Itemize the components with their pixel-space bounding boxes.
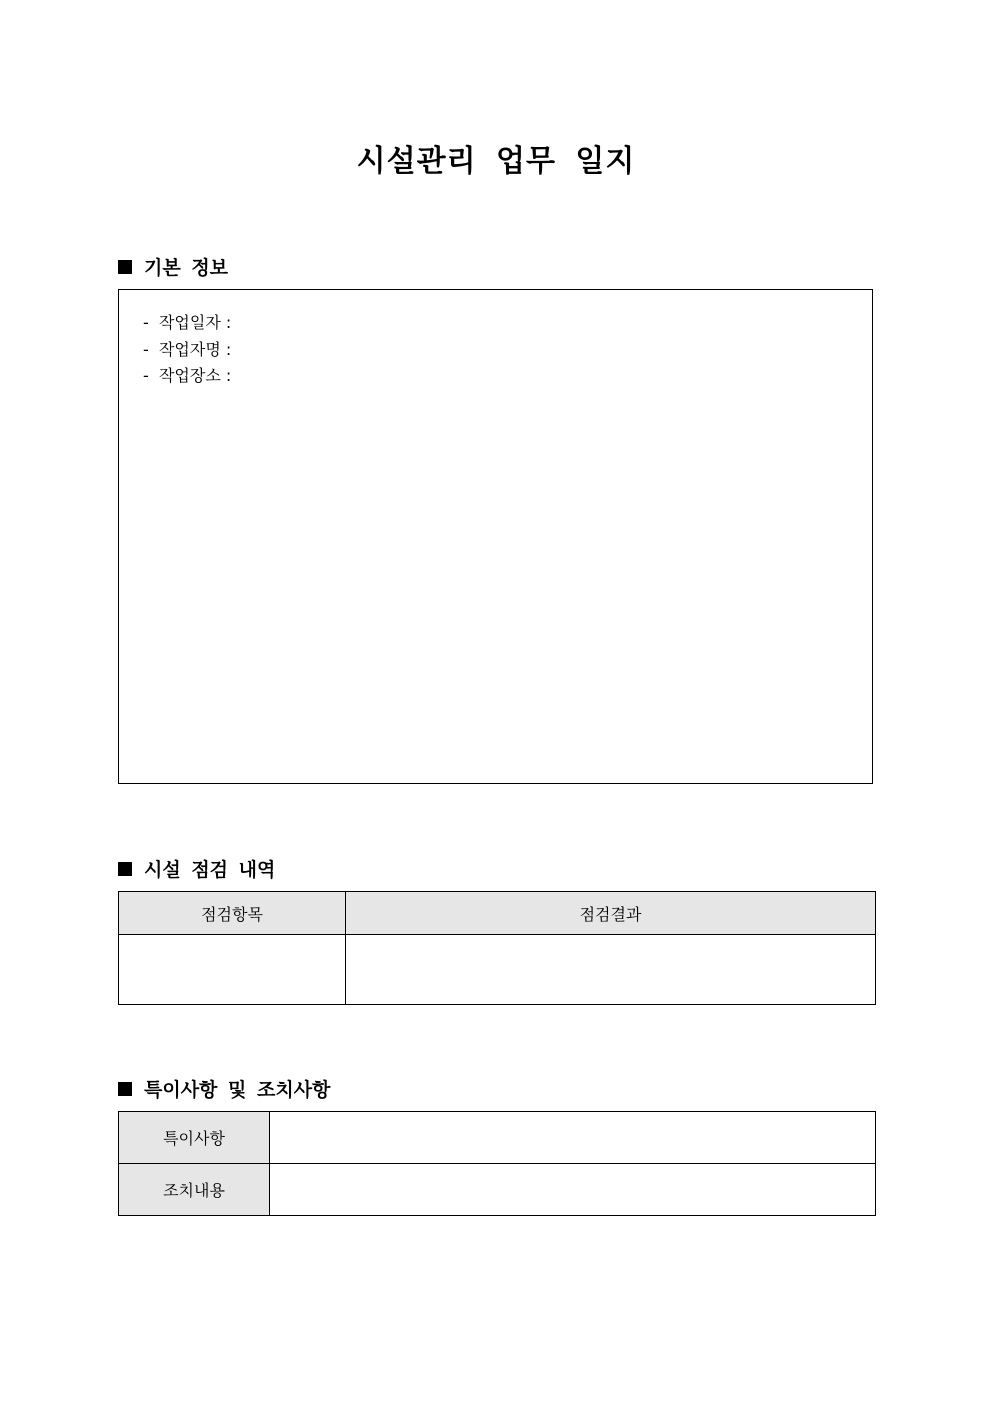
column-header-inspection-item: 점검항목: [119, 892, 346, 935]
filled-square-icon: [118, 862, 132, 876]
section-heading-remarks: [118, 1075, 330, 1102]
basic-info-box: [118, 289, 873, 784]
section-heading-basic-info: [118, 253, 228, 280]
table-header-row: [119, 892, 876, 935]
filled-square-icon: [118, 260, 132, 274]
special-notes-value[interactable]: [270, 1112, 876, 1164]
filled-square-icon: [118, 1082, 132, 1096]
section-heading-label: 기본 정보: [144, 257, 229, 279]
column-header-inspection-result: 점검결과: [346, 892, 876, 935]
worker-name-field[interactable]: - 작업자명 :: [143, 339, 232, 359]
table-row: [119, 1112, 876, 1164]
work-date-field[interactable]: - 작업일자 :: [143, 313, 232, 332]
inspection-item-cell[interactable]: [119, 935, 346, 1005]
action-taken-label: 조치내용: [119, 1164, 270, 1216]
section-heading-label: 특이사항 및 조치사항: [144, 1079, 331, 1101]
inspection-table: [118, 891, 876, 1005]
remarks-table: [118, 1111, 876, 1216]
action-taken-value[interactable]: [270, 1164, 876, 1216]
page-title: 시설관리 업무 일지: [356, 144, 636, 179]
section-heading-inspection: [118, 855, 275, 882]
special-notes-label: 특이사항: [119, 1112, 270, 1164]
table-row: [119, 935, 876, 1005]
work-location-field[interactable]: - 작업장소 :: [143, 366, 232, 385]
table-row: [119, 1164, 876, 1216]
inspection-result-cell[interactable]: [346, 935, 876, 1005]
section-heading-label: 시설 점검 내역: [144, 859, 276, 881]
